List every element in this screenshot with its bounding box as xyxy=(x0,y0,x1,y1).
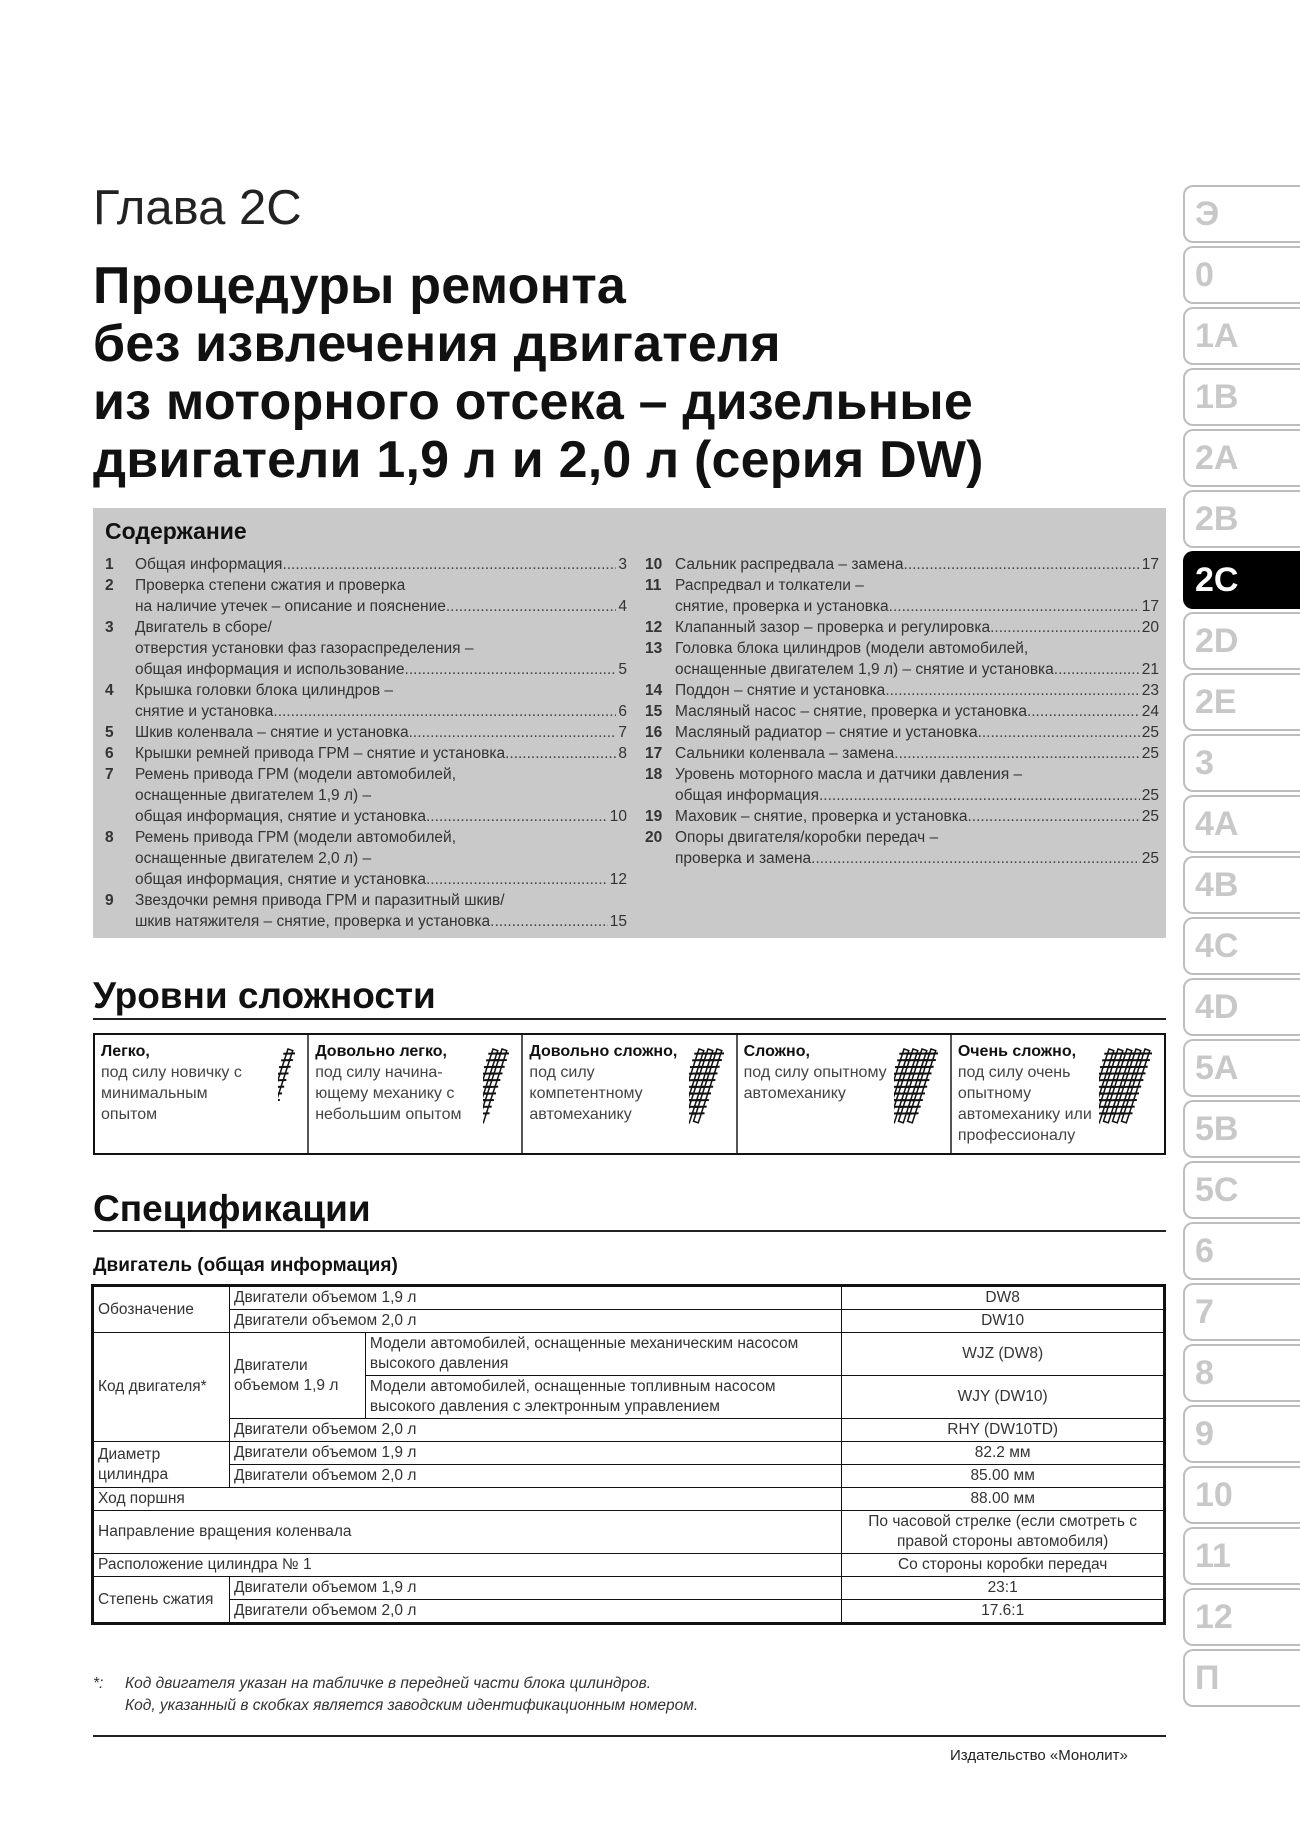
toc-number: 7 xyxy=(105,766,114,783)
title-line: из моторного отсека – дизельные xyxy=(93,373,974,431)
level-description: под силу опытному автомеханику xyxy=(743,1064,887,1102)
contents-heading: Содержание xyxy=(105,518,247,544)
toc-page: 5 xyxy=(618,661,627,678)
toc-page: 17 xyxy=(1141,556,1159,573)
specs-rule xyxy=(93,1230,1166,1232)
footnote-marker: *: xyxy=(93,1675,104,1692)
level-description: под силу компетентному автомеханику xyxy=(529,1064,643,1123)
toc-number: 4 xyxy=(105,682,114,699)
complexity-levels xyxy=(93,1033,1166,1155)
table-row xyxy=(94,1488,1164,1511)
toc-line xyxy=(135,743,627,764)
toc-text: Общая информация xyxy=(135,556,283,573)
toc-line xyxy=(675,659,1159,680)
toc-page: 6 xyxy=(618,703,627,720)
toc-text: оснащенные двигателем 2,0 л) – xyxy=(135,850,372,867)
toc-page: 10 xyxy=(609,808,627,825)
toc-text: Масляный насос – снятие, проверка и установка xyxy=(675,703,1027,720)
toc-number: 14 xyxy=(645,682,663,699)
toc-number: 15 xyxy=(645,703,663,720)
toc-line xyxy=(675,764,1159,785)
table-cell: Код двигателя* xyxy=(94,1333,230,1442)
toc-text: Шкив коленвала – снятие и установка xyxy=(135,724,409,741)
toc-leader xyxy=(505,743,616,764)
toc-leader xyxy=(1054,659,1140,680)
table-cell: Ход поршня xyxy=(94,1488,842,1511)
toc-item[interactable] xyxy=(645,764,1159,806)
chapter-tab[interactable]: 5C xyxy=(1183,1161,1300,1219)
toc-page: 25 xyxy=(1141,745,1159,762)
toc-item[interactable] xyxy=(645,554,1159,575)
table-cell: Со стороны коробки передач xyxy=(842,1554,1164,1577)
level-description: под силу начина-ющему механику с небольшим опытом xyxy=(315,1064,462,1123)
table-cell: Двигатели объемом 2,0 л xyxy=(229,1600,841,1623)
chapter-tab[interactable]: 2E xyxy=(1183,673,1300,731)
toc-line xyxy=(135,722,627,743)
toc-page: 15 xyxy=(609,913,627,930)
page-title xyxy=(93,257,984,489)
table-cell: WJZ (DW8) xyxy=(842,1333,1164,1376)
toc-line xyxy=(135,806,627,827)
specs-subheading: Двигатель (общая информация) xyxy=(93,1255,398,1276)
chapter-tab[interactable]: 2A xyxy=(1183,429,1300,487)
toc-line xyxy=(675,554,1159,575)
level-title: Очень сложно, xyxy=(957,1043,1077,1060)
toc-line xyxy=(135,827,627,848)
toc-leader xyxy=(978,722,1140,743)
toc-line xyxy=(135,638,627,659)
contents-box xyxy=(93,508,1166,938)
chapter-tab[interactable]: 6 xyxy=(1183,1222,1300,1280)
toc-item[interactable] xyxy=(105,827,627,890)
toc-left-column xyxy=(105,554,627,932)
toc-page: 25 xyxy=(1141,850,1159,867)
toc-page: 25 xyxy=(1141,808,1159,825)
complexity-heading: Уровни сложности xyxy=(93,975,436,1016)
level-description: под силу новичку с минимальным опытом xyxy=(101,1064,242,1123)
wrench-3-icon xyxy=(689,1045,728,1129)
toc-item[interactable] xyxy=(105,680,627,722)
toc-number: 5 xyxy=(105,724,114,741)
chapter-tab[interactable]: 1A xyxy=(1183,307,1300,365)
toc-number: 19 xyxy=(645,808,663,825)
toc-number: 13 xyxy=(645,640,663,657)
toc-item[interactable] xyxy=(645,701,1159,722)
toc-leader xyxy=(811,848,1140,869)
toc-text: Сальники коленвала – замена xyxy=(675,745,895,762)
toc-page: 21 xyxy=(1141,661,1159,678)
wrench-2-icon xyxy=(483,1045,513,1129)
table-cell: Двигатели объемом 2,0 л xyxy=(229,1310,841,1333)
toc-line xyxy=(675,575,1159,596)
table-cell: RHY (DW10TD) xyxy=(842,1419,1164,1442)
toc-text: Распредвал и толкатели – xyxy=(675,577,864,594)
toc-line xyxy=(675,806,1159,827)
table-cell: Двигатели объемом 1,9 л xyxy=(229,1333,365,1419)
toc-text: Крышки ремней привода ГРМ – снятие и установка xyxy=(135,745,506,762)
toc-line xyxy=(675,701,1159,722)
toc-leader xyxy=(282,554,616,575)
table-cell: Направление вращения коленвала xyxy=(94,1511,842,1554)
toc-leader xyxy=(405,659,617,680)
toc-text: снятие и установка xyxy=(135,703,274,720)
toc-number: 11 xyxy=(645,577,662,594)
toc-line xyxy=(135,869,627,890)
table-cell: Модели автомобилей, оснащенные топливным насосом высокого давления с электронным управлением xyxy=(365,1376,841,1419)
table-cell: Двигатели объемом 1,9 л xyxy=(229,1287,841,1310)
table-row xyxy=(94,1287,1164,1310)
toc-line xyxy=(675,638,1159,659)
toc-number: 17 xyxy=(645,745,663,762)
chapter-tab[interactable]: 7 xyxy=(1183,1283,1300,1341)
toc-page: 17 xyxy=(1141,598,1159,615)
table-cell: 17.6:1 xyxy=(842,1600,1164,1623)
toc-leader xyxy=(446,596,617,617)
title-line: Процедуры ремонта xyxy=(93,257,627,315)
level-title: Сложно, xyxy=(743,1043,810,1060)
toc-line xyxy=(675,848,1159,869)
wrench-4-icon xyxy=(894,1045,942,1129)
toc-text: Поддон – снятие и установка xyxy=(675,682,886,699)
toc-page: 4 xyxy=(618,598,627,615)
toc-number: 18 xyxy=(645,766,663,783)
toc-item[interactable] xyxy=(645,827,1159,869)
toc-line xyxy=(135,659,627,680)
toc-leader xyxy=(885,680,1139,701)
toc-line xyxy=(675,596,1159,617)
table-cell: 23:1 xyxy=(842,1577,1164,1600)
toc-item[interactable] xyxy=(105,617,627,680)
toc-text: общая информация и использование xyxy=(135,661,405,678)
toc-text: оснащенные двигателем 1,9 л) – снятие и установка xyxy=(675,661,1054,678)
level-title: Довольно сложно, xyxy=(529,1043,678,1060)
toc-item[interactable] xyxy=(105,575,627,617)
toc-text: Опоры двигателя/коробки передач – xyxy=(675,829,939,846)
toc-number: 6 xyxy=(105,745,114,762)
toc-line xyxy=(135,911,627,932)
toc-text: Крышка головки блока цилиндров – xyxy=(135,682,393,699)
toc-item[interactable] xyxy=(645,680,1159,701)
chapter-tab[interactable]: 3 xyxy=(1183,734,1300,792)
toc-item[interactable] xyxy=(105,743,627,764)
toc-line xyxy=(135,701,627,722)
chapter-tab[interactable]: 2D xyxy=(1183,612,1300,670)
toc-number: 3 xyxy=(105,619,114,636)
toc-text: Маховик – снятие, проверка и установка xyxy=(675,808,968,825)
toc-number: 9 xyxy=(105,892,114,909)
table-cell: Двигатели объемом 2,0 л xyxy=(229,1419,841,1442)
footnote xyxy=(93,1673,698,1717)
footnote-line: Код двигателя указан на табличке в передней части блока цилиндров. xyxy=(125,1675,652,1692)
chapter-tabs xyxy=(1183,185,1300,1710)
toc-text: Головка блока цилиндров (модели автомобилей, xyxy=(675,640,1029,657)
toc-line xyxy=(675,785,1159,806)
toc-line xyxy=(135,617,627,638)
chapter-tab[interactable]: 4C xyxy=(1183,917,1300,975)
chapter-label: Глава 2C xyxy=(93,181,302,235)
toc-leader xyxy=(273,701,616,722)
toc-text: шкив натяжителя – снятие, проверка и установка xyxy=(135,913,491,930)
toc-leader xyxy=(889,596,1140,617)
toc-line xyxy=(135,596,627,617)
chapter-tab[interactable]: 5A xyxy=(1183,1039,1300,1097)
toc-page: 25 xyxy=(1141,724,1159,741)
table-cell: Двигатели объемом 1,9 л xyxy=(229,1442,841,1465)
level-title: Довольно легко, xyxy=(315,1043,447,1060)
table-cell: 82.2 мм xyxy=(842,1442,1164,1465)
toc-item[interactable] xyxy=(645,575,1159,617)
level-title: Легко, xyxy=(101,1043,150,1060)
complexity-level xyxy=(95,1035,309,1153)
level-description: под силу очень опытному автомеханику или профессионалу xyxy=(957,1064,1092,1144)
toc-item[interactable] xyxy=(645,743,1159,764)
toc-leader xyxy=(426,806,608,827)
toc-leader xyxy=(490,911,608,932)
toc-leader xyxy=(894,743,1139,764)
toc-item[interactable] xyxy=(645,617,1159,638)
toc-text: на наличие утечек – описание и пояснение xyxy=(135,598,446,615)
chapter-tab[interactable]: П xyxy=(1183,1649,1300,1707)
toc-line xyxy=(135,764,627,785)
toc-item[interactable] xyxy=(645,638,1159,680)
toc-text: Клапанный зазор – проверка и регулировка xyxy=(675,619,991,636)
table-row xyxy=(94,1310,1164,1333)
table-row xyxy=(94,1511,1164,1554)
table-row xyxy=(94,1333,1164,1376)
toc-text: общая информация, снятие и установка xyxy=(135,871,426,888)
complexity-level xyxy=(523,1035,737,1153)
toc-text: общая информация, снятие и установка xyxy=(135,808,426,825)
complexity-level xyxy=(309,1035,523,1153)
footnote-line: Код, указанный в скобках является заводским идентификационным номером. xyxy=(125,1697,699,1714)
chapter-tab[interactable]: 9 xyxy=(1183,1405,1300,1463)
toc-number: 10 xyxy=(645,556,663,573)
table-cell: DW8 xyxy=(842,1287,1164,1310)
chapter-tab[interactable]: 4A xyxy=(1183,795,1300,853)
table-row xyxy=(94,1419,1164,1442)
table-cell: Степень сжатия xyxy=(94,1577,230,1623)
toc-line xyxy=(675,827,1159,848)
specs-heading: Спецификации xyxy=(93,1188,371,1229)
toc-text: Ремень привода ГРМ (модели автомобилей, xyxy=(135,829,457,846)
toc-text: оснащенные двигателем 1,9 л) – xyxy=(135,787,372,804)
toc-item[interactable] xyxy=(645,722,1159,743)
toc-leader xyxy=(819,785,1140,806)
table-row xyxy=(94,1577,1164,1600)
chapter-tab[interactable]: 1B xyxy=(1183,368,1300,426)
toc-text: Ремень привода ГРМ (модели автомобилей, xyxy=(135,766,457,783)
publisher: Издательство «Монолит» xyxy=(950,1747,1128,1764)
title-line: без извлечения двигателя xyxy=(93,315,781,373)
table-cell: Расположение цилиндра № 1 xyxy=(94,1554,842,1577)
toc-text: Звездочки ремня привода ГРМ и паразитный шкив/ xyxy=(135,892,505,909)
chapter-tab[interactable]: 10 xyxy=(1183,1466,1300,1524)
complexity-level xyxy=(738,1035,952,1153)
chapter-tab[interactable]: Э xyxy=(1183,185,1300,243)
toc-text: Двигатель в сборе/ xyxy=(135,619,272,636)
table-cell: Диаметр цилиндра xyxy=(94,1442,230,1488)
complexity-rule xyxy=(93,1018,1166,1020)
toc-text: отверстия установки фаз газораспределения – xyxy=(135,640,474,657)
toc-leader xyxy=(904,554,1140,575)
toc-leader xyxy=(967,806,1139,827)
toc-page: 8 xyxy=(618,745,627,762)
toc-line xyxy=(135,785,627,806)
toc-number: 16 xyxy=(645,724,663,741)
toc-line xyxy=(135,575,627,596)
toc-leader xyxy=(409,722,617,743)
toc-line xyxy=(675,743,1159,764)
toc-right-column xyxy=(645,554,1159,869)
table-row xyxy=(94,1600,1164,1623)
spec-table xyxy=(93,1286,1164,1623)
wrench-5-icon xyxy=(1099,1045,1156,1129)
toc-line xyxy=(135,848,627,869)
table-cell: Обозначение xyxy=(94,1287,230,1333)
toc-text: Проверка степени сжатия и проверка xyxy=(135,577,406,594)
toc-text: Уровень моторного масла и датчики давления – xyxy=(675,766,1023,783)
wrench-1-icon xyxy=(278,1045,299,1129)
toc-number: 1 xyxy=(105,556,114,573)
toc-leader xyxy=(990,617,1140,638)
toc-item[interactable] xyxy=(105,890,627,932)
toc-text: общая информация xyxy=(675,787,819,804)
table-cell: Двигатели объемом 2,0 л xyxy=(229,1465,841,1488)
chapter-tab[interactable]: 12 xyxy=(1183,1588,1300,1646)
chapter-tab[interactable]: 2C xyxy=(1183,551,1300,609)
table-row xyxy=(94,1442,1164,1465)
table-row xyxy=(94,1465,1164,1488)
chapter-tab[interactable]: 4D xyxy=(1183,978,1300,1036)
chapter-tab[interactable]: 0 xyxy=(1183,246,1300,304)
toc-page: 24 xyxy=(1141,703,1159,720)
toc-number: 20 xyxy=(645,829,663,846)
toc-line xyxy=(675,617,1159,638)
chapter-tab[interactable]: 4B xyxy=(1183,856,1300,914)
toc-leader xyxy=(426,869,608,890)
table-cell: WJY (DW10) xyxy=(842,1376,1164,1419)
toc-line xyxy=(675,680,1159,701)
toc-line xyxy=(675,722,1159,743)
toc-page: 3 xyxy=(618,556,627,573)
table-cell: Модели автомобилей, оснащенные механическим насосом высокого давления xyxy=(365,1333,841,1376)
chapter-tab[interactable]: 5B xyxy=(1183,1100,1300,1158)
table-cell: Двигатели объемом 1,9 л xyxy=(229,1577,841,1600)
toc-item[interactable] xyxy=(645,806,1159,827)
chapter-tab[interactable]: 2B xyxy=(1183,490,1300,548)
toc-item[interactable] xyxy=(105,554,627,575)
toc-page: 12 xyxy=(609,871,627,888)
toc-line xyxy=(135,890,627,911)
toc-page: 25 xyxy=(1141,787,1159,804)
toc-line xyxy=(135,680,627,701)
title-line: двигатели 1,9 л и 2,0 л (серия DW) xyxy=(93,431,984,489)
chapter-tab[interactable]: 11 xyxy=(1183,1527,1300,1585)
toc-leader xyxy=(1027,701,1140,722)
toc-line xyxy=(135,554,627,575)
table-cell: 88.00 мм xyxy=(842,1488,1164,1511)
toc-text: проверка и замена xyxy=(675,850,812,867)
toc-text: Масляный радиатор – снятие и установка xyxy=(675,724,978,741)
toc-text: Сальник распредвала – замена xyxy=(675,556,904,573)
toc-text: снятие, проверка и установка xyxy=(675,598,889,615)
table-cell: 85.00 мм xyxy=(842,1465,1164,1488)
table-row xyxy=(94,1554,1164,1577)
toc-number: 12 xyxy=(645,619,663,636)
toc-item[interactable] xyxy=(105,722,627,743)
toc-page: 7 xyxy=(618,724,627,741)
complexity-level xyxy=(952,1035,1164,1153)
toc-number: 8 xyxy=(105,829,114,846)
chapter-tab[interactable]: 8 xyxy=(1183,1344,1300,1402)
table-cell: По часовой стрелке (если смотреть с правой стороны автомобиля) xyxy=(842,1511,1164,1554)
toc-page: 20 xyxy=(1141,619,1159,636)
table-cell: DW10 xyxy=(842,1310,1164,1333)
toc-page: 23 xyxy=(1141,682,1159,699)
footer-rule xyxy=(93,1735,1166,1737)
toc-item[interactable] xyxy=(105,764,627,827)
toc-number: 2 xyxy=(105,577,114,594)
